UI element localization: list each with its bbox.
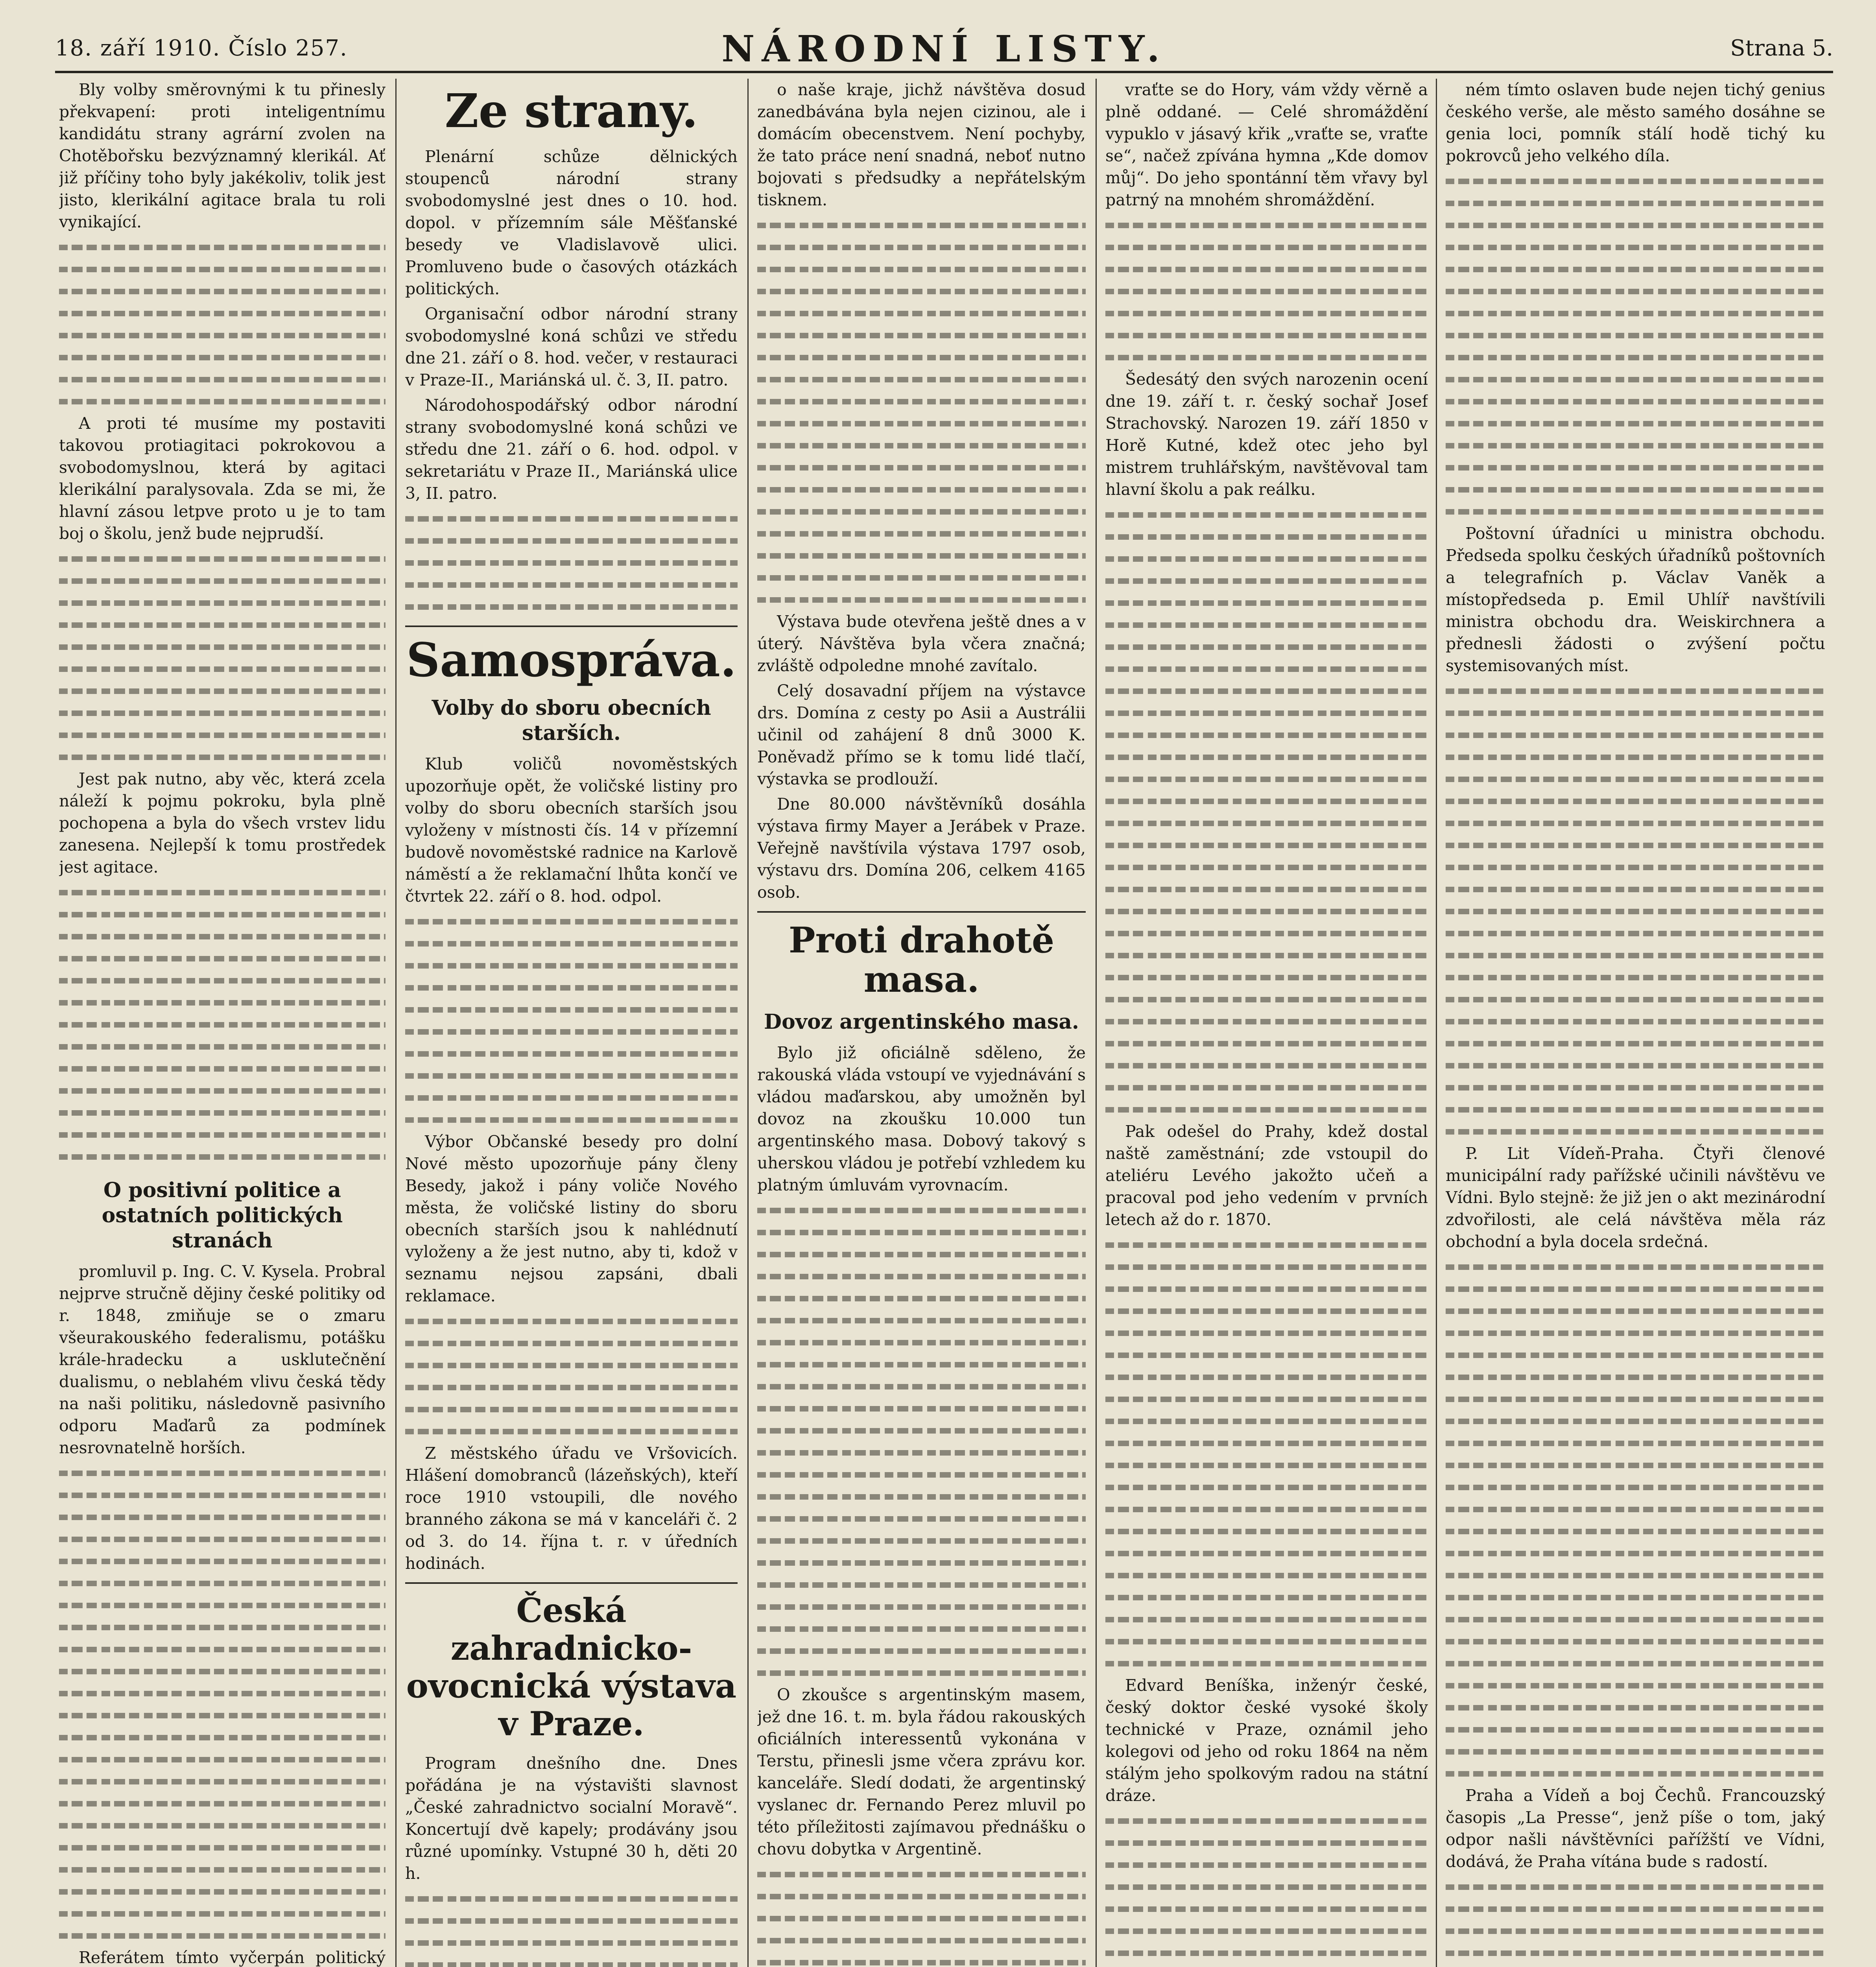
column-divider (1096, 79, 1097, 1967)
article-paragraph: ném tímto oslaven bude nejen tichý genius českého verše, ale město samého dosáhne se genia loci, pomník stálí hodě tichý ku pokrovců jeho velkého díla. (1446, 80, 1825, 165)
section-title: Ze strany. (445, 83, 698, 138)
section-title: Česká zahradnicko-ovocnická výstava v Praze. (406, 1591, 737, 1743)
section-rule (757, 911, 1086, 913)
article-paragraph: Pak odešel do Prahy, kdež dostal naště zaměstnání; zde vstoupil do ateliéru Levého jakožto učeň a pracoval pod jeho vedením v prvních letech až do r. 1870. (1105, 1122, 1428, 1229)
article-paragraph: Plenární schůze dělnických stoupenců národní strany svobodomyslné jest dnes o 10. hod. dopol. v přízemním sále Měšťanské besedy ve Vladislavově ulici. Promluveno bude o časových otázkách politických. (405, 147, 738, 298)
column-3 (757, 79, 1086, 1967)
newspaper-title: NÁRODNÍ LISTY. (721, 28, 1167, 70)
page-number: Strana 5. (1730, 35, 1833, 61)
article-paragraph: A proti té musíme my postaviti takovou protiagitaci pokrokovou a svobodomyslnou, která by agitaci klerikální paralysovala. Zda se mi, že hlavní zásou letpve proto u je to tam boj o školu, jenž bude nejprudší. (59, 414, 386, 543)
article-paragraph: Praha a Vídeň a boj Čechů. Francouzský časopis „La Presse“, jenž píše o tom, jaký odpor našli návštěvníci pařížští ve Vídni, dodává, že Praha vítána bude s radostí. (1446, 1786, 1825, 1871)
article-paragraph: Celý dosavadní příjem na výstavce drs. Domína z cesty po Asii a Austrálii učinil od zahájení 8 dnů 3000 K. Poněvadž přímo se k tomu lidé tlačí, výstavka se prodlouží. (757, 681, 1086, 788)
column-2 (405, 79, 738, 1967)
article-paragraph: Bylo již oficiálně sděleno, že rakouská vláda vstoupí ve vyjednávání s vládou maďarskou, aby umožněn byl dovoz na zkoušku 10.000 tun argentinského masa. Dobový takový s uherskou vládou je potřebí vzhledem ku platným úmluvám vyrovnacím. (757, 1043, 1086, 1194)
article-paragraph: vraťte se do Hory, vám vždy věrně a plně oddané. — Celé shromáždění vypuklo v jásavý křik „vraťte se, vraťte se“, načež zpívána hymna „Kde domov můj“. Do jeho spontánní těm vřavy byl patrný na mnohém shromáždění. (1105, 80, 1428, 209)
column-divider (395, 79, 397, 1967)
article-paragraph: P. Lit Vídeň-Praha. Čtyři členové municipální rady pařížské učinili návštěvu ve Vídni. Bylo stejně: že již jen o akt mezinárodní zdvořilosti, ale celá návštěva měla ráz obchodní a byla docela srdečná. (1446, 1144, 1825, 1251)
section-title: Proti drahotě masa. (788, 919, 1055, 1000)
article-paragraph: Program dnešního dne. Dnes pořádána je na výstavišti slavnost „České zahradnictvo socialní Moravě“. Koncertují dvě kapely; prodávány jsou různé upomínky. Vstupné 30 h, děti 20 h. (405, 1754, 738, 1883)
article-paragraph: Edvard Beníška, inženýr české, český doktor české vysoké školy technické v Praze, oznámil jeho kolegovi od jeho od roku 1864 na něm stálým jeho spolkovým radou na státní dráze. (1105, 1676, 1428, 1805)
section-heading: Volby do sboru obecních starších. (432, 696, 711, 745)
article-paragraph: Dne 80.000 návštěvníků dosáhla výstava firmy Mayer a Jerábek v Praze. Veřejně navštívila výstava 1797 osob, výstavu drs. Domína 206, celkem 4165 osob. (757, 795, 1086, 902)
column-5 (1446, 79, 1825, 1967)
article-paragraph: Organisační odbor národní strany svobodomyslné koná schůzi ve středu dne 21. září o 8. hod. večer, v restauraci v Praze-II., Mariánská ul. č. 3, II. patro. (405, 304, 738, 389)
article-paragraph: Klub voličů novoměstských upozorňuje opět, že voličské listiny pro volby do sboru obecních starších jsou vyloženy v místnosti čís. 14 v přízemní budově novoměstské radnice na Karlově náměstí a že reklamační lhůta končí ve čtvrtek 22. září o 8. hod. odpol. (405, 755, 738, 906)
column-divider (747, 79, 749, 1967)
article-paragraph: O zkoušce s argentinským masem, jež dne 16. t. m. byla řádou rakouských oficiálních interessentů vykonána v Terstu, přinesli jsme včera zprávu kor. kanceláře. Sledí dodati, že argentinský vyslanec dr. Fernando Perez mluvil po této příležitosti zajímavou přednášku o chovu dobytka v Argentině. (757, 1685, 1086, 1858)
column-4 (1105, 79, 1428, 1967)
masthead (55, 24, 1833, 73)
article-paragraph: Výbor Občanské besedy pro dolní Nové město upozorňuje pány členy Besedy, jakož i pány voliče Nového města, že voličské listiny do sboru obecních starších jsou k nahlédnutí vyloženy a že jest nutno, aby ti, kdož v seznamu nejsou zapsáni, dbali reklamace. (405, 1132, 738, 1305)
article-paragraph: Národohospodářský odbor národní strany svobodomyslné koná schůzi ve středu dne 21. září o 6. hod. odpol. v sekretariátu v Praze II., Mariánská ulice 3, II. patro. (405, 396, 738, 503)
article-paragraph: Poštovní úřadníci u ministra obchodu. Předseda spolku českých úřadníků poštovních a telegrafních p. Václav Vaněk a místopředseda p. Emil Uhlíř navštívili ministra obchodu dra. Weiskirchnera a přednesli žádosti o zvýšení počtu systemisovaných míst. (1446, 524, 1825, 675)
article-paragraph: Výstava bude otevřena ještě dnes a v úterý. Návštěva byla včera značná; zvláště odpoledne mnohé zavítalo. (757, 612, 1086, 675)
article-paragraph: Referátem tímto vyčerpán politický (79, 1948, 386, 1967)
article-paragraph: Bly volby směrovnými k tu přinesly překvapení: proti inteligentnímu kandidátu strany agrární zvolen na Chotěbořsku bezvýznamný klerikál. Ať již příčiny toho byly jakékoliv, tolik jest jisto, klerikální agitace brala tu roli vynikající. (59, 80, 386, 231)
column-divider (1436, 79, 1437, 1967)
column-1 (59, 79, 386, 1967)
section-rule (405, 1582, 738, 1584)
section-heading: O positivní politice a ostatních politických stranách (101, 1178, 343, 1253)
article-paragraph: Jest pak nutno, aby věc, která zcela náleží k pojmu pokroku, byla plně pochopena a byla do všech vrstev lidu zanesena. Nejlepší k tomu prostředek jest agitace. (59, 769, 386, 876)
section-rule (405, 626, 738, 627)
section-title: Samospráva. (406, 633, 736, 687)
article-paragraph: promluvil p. Ing. C. V. Kysela. Probral nejprve stručně dějiny české politiky od r. 1848, zmiňuje se o zmaru všeurakouského federalismu, potášku krále-hradecku a usklutečnění dualismu, o neblahém vlivu česká tědy na naši politiku, následovně pasivního odporu Maďarů za podmínek nesrovnatelně horších. (59, 1262, 386, 1457)
article-paragraph: o naše kraje, jichž návštěva dosud zanedbávána byla nejen cizinou, ale i domácím obecenstvem. Není pochyby, že tato práce není snadná, neboť nutno bojovati s předsudky a nepřátelským tisknem. (757, 80, 1086, 209)
article-paragraph: Z městského úřadu ve Vršovicích. Hlášení domobranců (lázeňských), kteří roce 1910 vstoupili, dle nového branného zákona se má v kanceláři č. 2 od 3. do 14. října t. r. v úředních hodinách. (405, 1444, 738, 1573)
section-heading: Dovoz argentinského masa. (764, 1010, 1079, 1034)
issue-date: 18. září 1910. Číslo 257. (55, 35, 348, 61)
article-paragraph: Šedesátý den svých narozenin ocení dne 19. září t. r. český sochař Josef Strachovský. Narozen 19. září 1850 v Horě Kutné, kdež otec jeho byl mistrem truhlářským, navštěvoval tam hlavní školu a pak reálku. (1105, 370, 1428, 499)
